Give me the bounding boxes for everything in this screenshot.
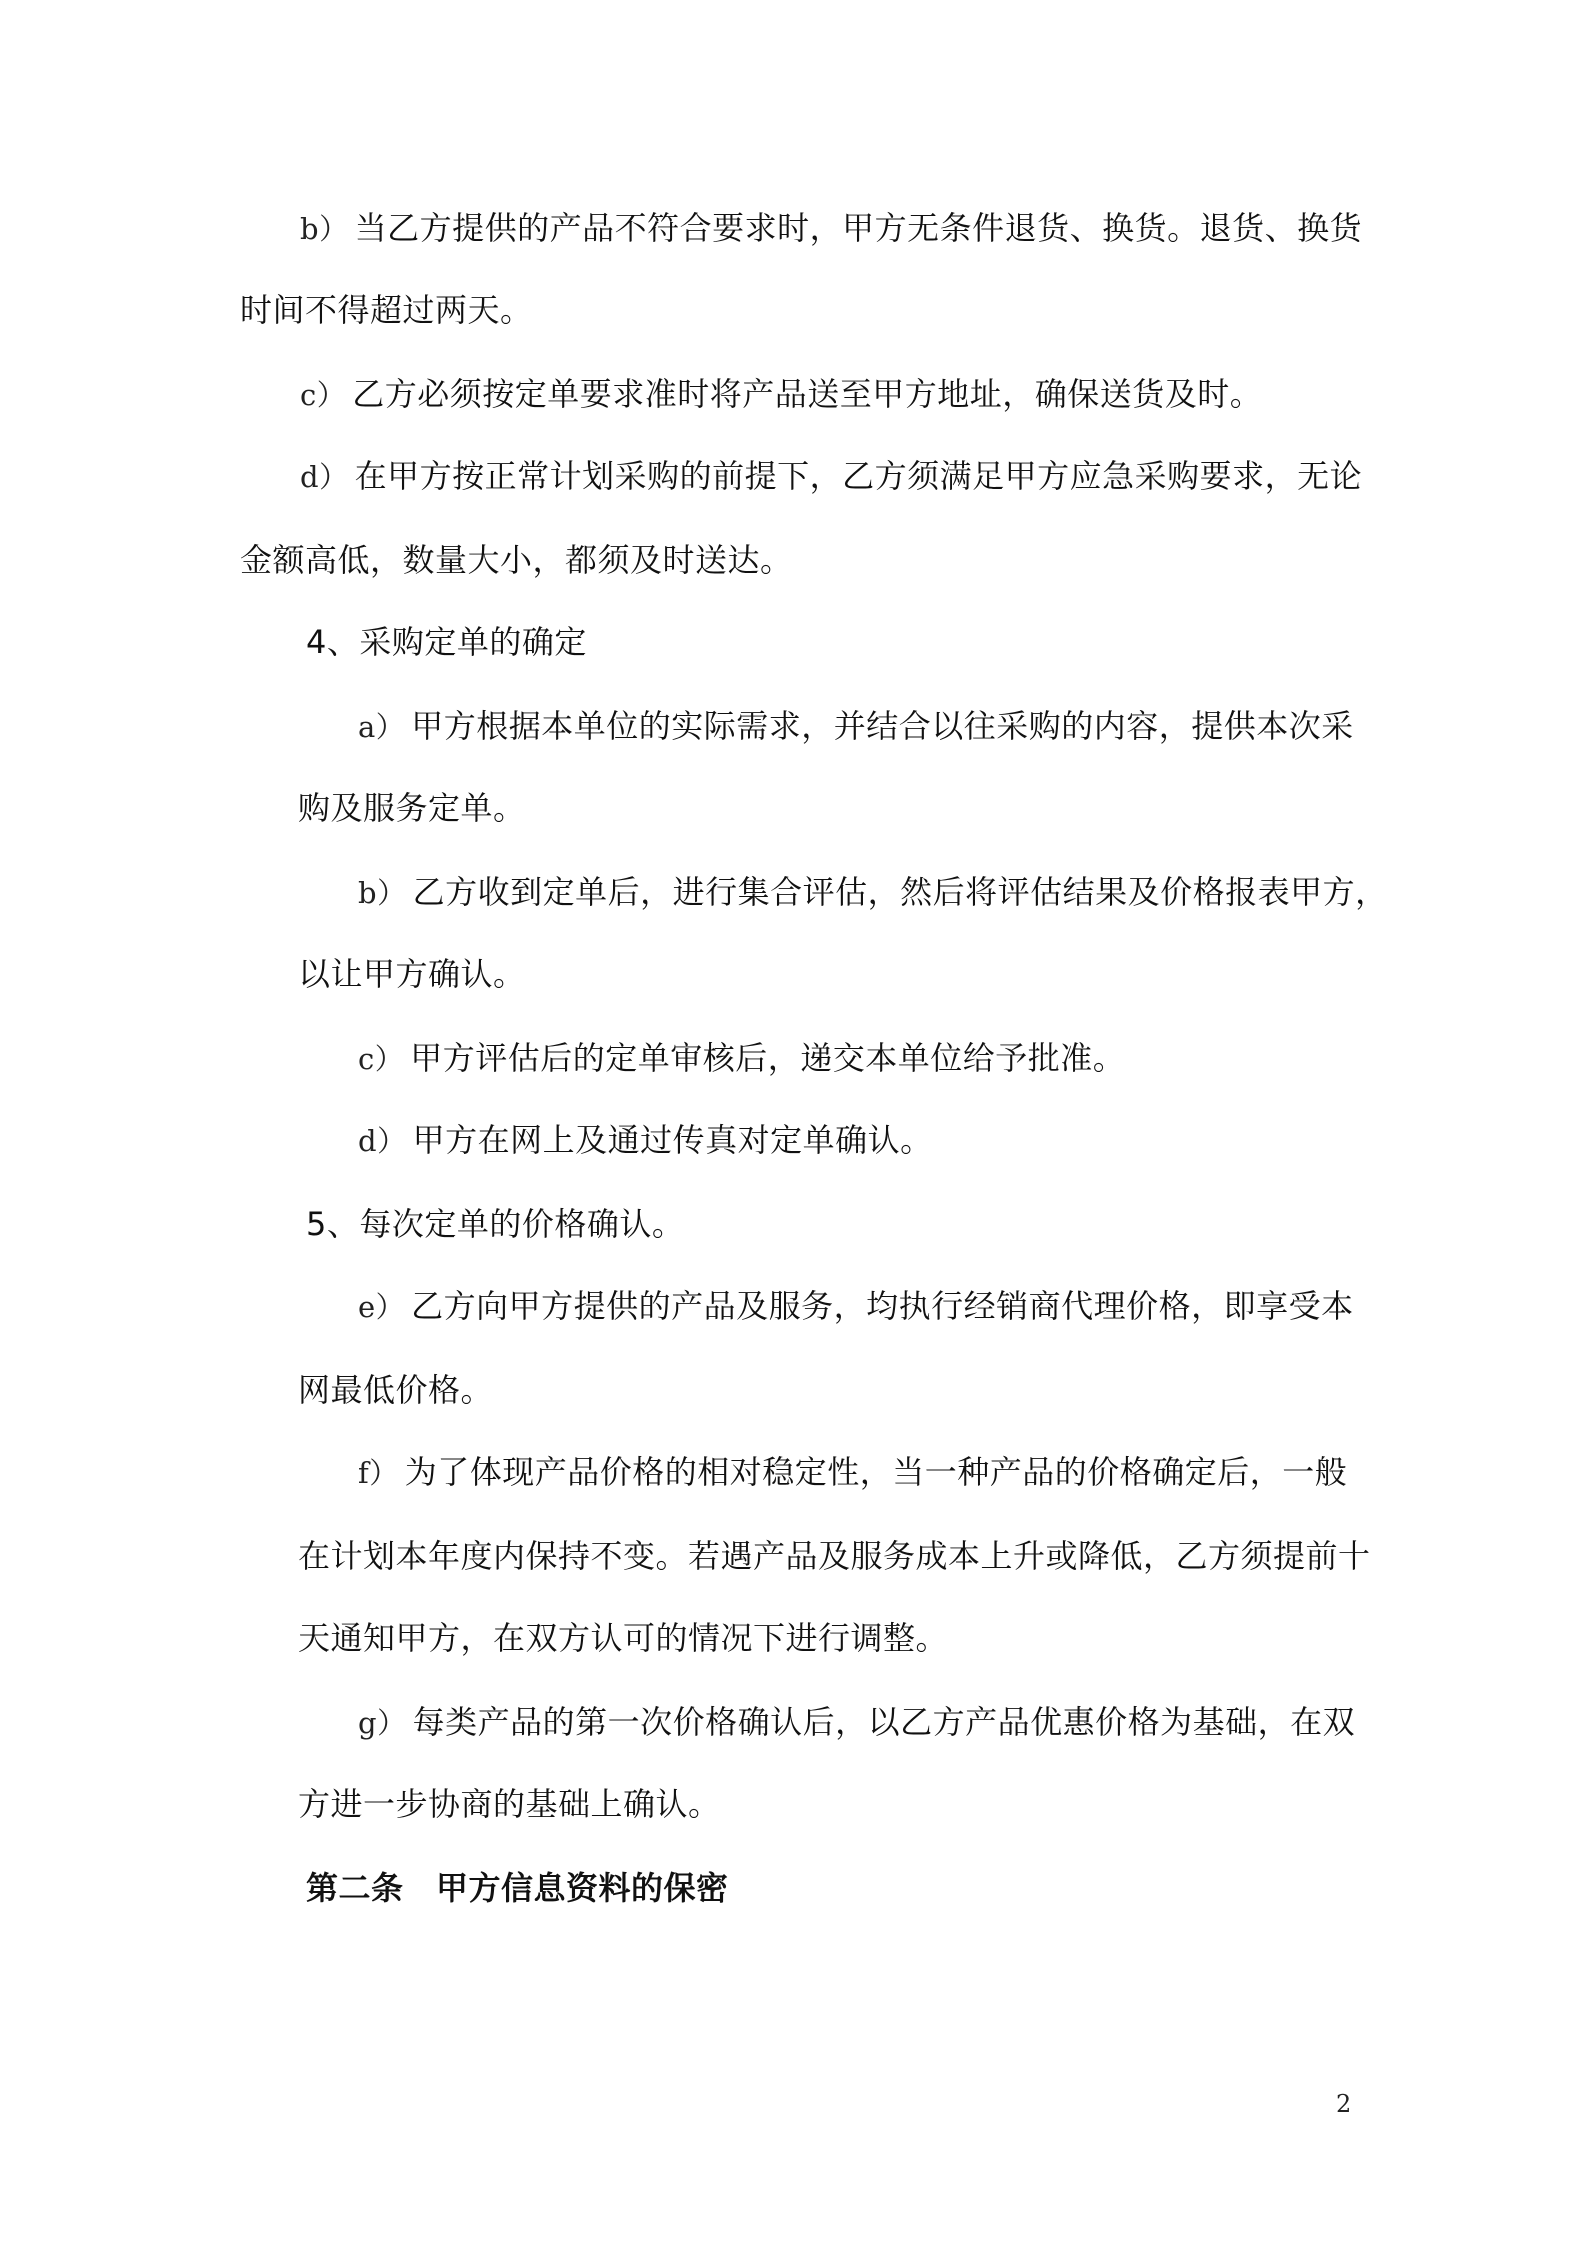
clause-5f-line-3 <box>298 1618 948 1658</box>
paragraph-text: 当乙方提供的产品不符合要求时，甲方无条件退货、换货。退货、换货 <box>354 209 1363 247</box>
paragraph-text: 金额高低，数量大小，都须及时送达。 <box>240 541 793 579</box>
item-marker: g） <box>358 1706 407 1740</box>
item-marker: a） <box>358 710 406 744</box>
clause-5g-line-1 <box>358 1702 1355 1743</box>
section-heading: 5、每次定单的价格确认。 <box>306 1205 685 1243</box>
paragraph-text: 乙方收到定单后，进行集合评估，然后将评估结果及价格报表甲方， <box>412 873 1388 911</box>
paragraph-text: 为了体现产品价格的相对稳定性，当一种产品的价格确定后，一般 <box>404 1453 1348 1491</box>
clause-3b-line-2 <box>240 290 533 330</box>
clause-3b-line-1 <box>300 208 1362 249</box>
clause-3d-line-2 <box>240 540 793 580</box>
clause-3c-line-1 <box>300 374 1262 415</box>
item-marker: d） <box>358 1124 407 1158</box>
clause-5g-line-2 <box>298 1784 721 1824</box>
clause-4b-line-1 <box>358 872 1388 913</box>
paragraph-text: 每类产品的第一次价格确认后，以乙方产品优惠价格为基础，在双 <box>412 1703 1356 1741</box>
paragraph-text: 乙方必须按定单要求准时将产品送至甲方地址，确保送货及时。 <box>352 375 1263 413</box>
section-4-heading <box>306 622 587 662</box>
paragraph-text: 购及服务定单。 <box>298 789 526 827</box>
clause-4a-line-2 <box>298 788 526 828</box>
clause-4a-line-1 <box>358 706 1354 747</box>
paragraph-text: 在计划本年度内保持不变。若遇产品及服务成本上升或降低，乙方须提前十 <box>298 1537 1371 1575</box>
paragraph-text: 甲方根据本单位的实际需求，并结合以往采购的内容，提供本次采 <box>411 707 1354 745</box>
clause-4d-line-1 <box>358 1120 933 1161</box>
paragraph-text: 甲方评估后的定单审核后，递交本单位给予批准。 <box>410 1039 1126 1077</box>
clause-5f-line-1 <box>358 1452 1347 1493</box>
clause-5e-line-1 <box>358 1286 1354 1327</box>
article-2-heading <box>306 1868 729 1908</box>
page-number: 2 <box>1336 2090 1352 2118</box>
paragraph-text: 甲方在网上及通过传真对定单确认。 <box>412 1121 933 1159</box>
clause-4b-line-2 <box>298 954 526 994</box>
paragraph-text: 时间不得超过两天。 <box>240 291 533 329</box>
paragraph-text: 方进一步协商的基础上确认。 <box>298 1785 721 1823</box>
item-marker: c） <box>300 378 347 412</box>
item-marker: d） <box>300 460 349 494</box>
clause-3d-line-1 <box>300 456 1362 497</box>
clause-5f-line-2 <box>298 1536 1371 1576</box>
section-5-heading <box>306 1204 684 1244</box>
section-heading: 4、采购定单的确定 <box>306 623 587 661</box>
paragraph-text: 在甲方按正常计划采购的前提下，乙方须满足甲方应急采购要求，无论 <box>354 457 1363 495</box>
paragraph-text: 以让甲方确认。 <box>298 955 526 993</box>
item-marker: c） <box>358 1042 405 1076</box>
item-marker: e） <box>358 1290 406 1324</box>
clause-5e-line-2 <box>298 1370 493 1410</box>
item-marker: f） <box>358 1456 399 1490</box>
paragraph-text: 乙方向甲方提供的产品及服务，均执行经销商代理价格，即享受本 <box>411 1287 1354 1325</box>
paragraph-text: 网最低价格。 <box>298 1371 494 1409</box>
item-marker: b） <box>300 212 349 246</box>
article-heading: 第二条 甲方信息资料的保密 <box>306 1869 729 1907</box>
clause-4c-line-1 <box>358 1038 1125 1079</box>
paragraph-text: 天通知甲方，在双方认可的情况下进行调整。 <box>298 1619 949 1657</box>
item-marker: b） <box>358 876 407 910</box>
